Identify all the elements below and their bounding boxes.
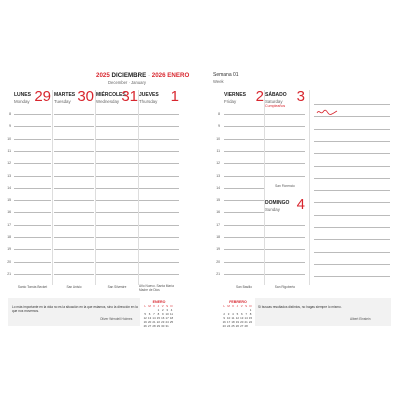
day-number: 31 <box>121 88 138 105</box>
time-line <box>54 274 94 275</box>
hour-label: 10 <box>216 136 220 141</box>
mini-calendar-day: 3 <box>227 312 230 316</box>
day-name: JUEVES <box>139 92 159 98</box>
mini-calendar-dow: L <box>223 304 225 308</box>
mini-calendar-day: 29 <box>156 324 160 328</box>
day-number: 29 <box>34 88 51 105</box>
saint-of-day: Año Nuevo. Santa María Madre de Dios <box>139 284 174 292</box>
mini-calendar-day: 8 <box>157 312 160 316</box>
hour-label: 18 <box>7 235 11 239</box>
mini-calendar-day: 12 <box>143 316 147 320</box>
mini-calendar-day: 13 <box>240 316 244 320</box>
time-line <box>14 249 51 250</box>
time-line <box>224 126 264 127</box>
hour-label: 11 <box>7 148 11 153</box>
hour-label: 12 <box>216 161 220 166</box>
saint-of-day: San Basilio <box>236 285 252 289</box>
hour-label: 18 <box>216 235 220 239</box>
saint-of-day: San Rigoberto <box>274 285 296 289</box>
time-line <box>54 262 94 263</box>
time-line <box>265 163 305 164</box>
time-line <box>139 200 179 201</box>
notes-line <box>314 153 390 154</box>
hour-label: 19 <box>216 247 220 252</box>
time-line <box>14 188 51 189</box>
day-name-english: Saturday <box>265 98 283 104</box>
day-name: LUNES <box>14 92 31 98</box>
time-line <box>224 262 264 263</box>
mini-calendar-dow: D <box>249 304 252 308</box>
time-line <box>96 212 138 213</box>
quote-left: Lo más importante en la vida no es la situación en la que estamos, sino la dirección en la que nos movemos. <box>12 305 138 314</box>
mini-calendar-dow: V <box>240 304 243 308</box>
time-line <box>224 151 264 152</box>
day-name-english: Sunday <box>265 206 280 212</box>
mini-calendar-day: 18 <box>231 320 235 324</box>
time-line <box>139 163 179 164</box>
mini-calendar-day: 13 <box>147 316 152 320</box>
hour-label: 20 <box>216 259 220 264</box>
saint-of-day: Santo Tomás Becket <box>17 285 48 289</box>
time-line <box>139 126 179 127</box>
time-line <box>14 126 51 127</box>
time-line <box>54 114 94 115</box>
day-number: 3 <box>296 88 305 105</box>
hour-label: 12 <box>7 161 11 166</box>
column-divider <box>138 90 139 285</box>
notes-line <box>314 141 390 142</box>
time-line <box>96 200 138 201</box>
time-line <box>96 114 138 115</box>
time-line <box>139 114 179 115</box>
mini-calendar-day: 5 <box>144 312 146 316</box>
mini-calendar-day: 15 <box>156 316 160 320</box>
mini-calendar-dow: X <box>232 304 234 308</box>
column-divider <box>309 90 310 285</box>
day-header <box>265 196 305 216</box>
time-line <box>54 188 94 189</box>
notes-line <box>314 104 390 105</box>
notes-line <box>314 252 390 253</box>
mini-calendar-day: 16 <box>161 316 165 320</box>
time-line <box>224 139 264 140</box>
hour-label: 16 <box>216 210 220 215</box>
notes-line <box>314 190 390 191</box>
saint-of-day: San Anisio <box>66 285 82 289</box>
mini-calendar-day: 8 <box>249 312 252 316</box>
hour-label: 15 <box>216 198 220 203</box>
mini-calendar-day: 23 <box>161 320 165 324</box>
month-right: ENERO <box>167 72 190 79</box>
day-name-english: Friday <box>224 98 237 104</box>
day-name: MIÉRCOLES <box>96 92 126 98</box>
time-line <box>265 262 305 263</box>
time-line <box>139 262 179 263</box>
hour-label: 10 <box>7 136 11 141</box>
mini-calendar-week <box>222 324 254 328</box>
notes-line <box>314 215 390 216</box>
time-line <box>224 249 264 250</box>
time-line <box>54 212 94 213</box>
day-name: SÁBADO <box>265 92 287 98</box>
mini-calendar-day: 9 <box>161 312 164 316</box>
mini-calendar-day: 15 <box>248 316 253 320</box>
time-line <box>96 274 138 275</box>
mini-calendar-day: 17 <box>226 320 231 324</box>
time-line <box>265 176 305 177</box>
time-line <box>96 262 138 263</box>
time-line <box>96 188 138 189</box>
time-line <box>224 237 264 238</box>
time-line <box>139 237 179 238</box>
hour-label: 15 <box>7 198 11 203</box>
saint-of-day: San Florencio <box>275 184 295 188</box>
quote-right: Si buscas resultados distintos, no hagas siempre lo mismo. <box>258 305 342 309</box>
time-line <box>139 249 179 250</box>
time-line <box>96 151 138 152</box>
mini-calendar-day: 11 <box>231 316 235 320</box>
time-line <box>54 151 94 152</box>
week-sublabel: Week <box>213 79 224 84</box>
notes-line <box>314 166 390 167</box>
mini-calendar-day <box>169 324 173 328</box>
mini-calendar-day: 4 <box>170 308 173 312</box>
mini-calendar-title: ENERO <box>152 300 166 304</box>
mini-calendar-day: 31 <box>165 324 169 328</box>
mini-calendar-dow: D <box>170 304 173 308</box>
time-line <box>139 274 179 275</box>
day-name-english: Thursday <box>139 98 158 104</box>
time-line <box>96 249 138 250</box>
day-name-english: Monday <box>14 98 30 104</box>
hour-label: 8 <box>218 112 220 116</box>
hour-label: 17 <box>7 222 11 227</box>
time-line <box>224 274 264 275</box>
mini-calendar-day: 14 <box>152 316 156 320</box>
time-line <box>96 163 138 164</box>
time-line <box>14 212 51 213</box>
day-header <box>96 88 138 108</box>
signature-icon <box>316 108 338 116</box>
time-line <box>265 225 305 226</box>
hour-label: 17 <box>216 222 220 227</box>
hour-label: 8 <box>9 112 11 116</box>
mini-calendar-day: 25 <box>169 320 174 324</box>
time-line <box>224 225 264 226</box>
time-line <box>265 274 305 275</box>
mini-calendar-day: 24 <box>226 324 231 328</box>
month-subtitle: December · January <box>108 80 146 85</box>
mini-calendar-day: 14 <box>244 316 248 320</box>
time-line <box>14 274 51 275</box>
mini-calendar-day: 19 <box>235 320 239 324</box>
notes-line <box>314 129 390 130</box>
mini-calendar-day: 19 <box>143 320 147 324</box>
time-line <box>139 151 179 152</box>
day-name: DOMINGO <box>265 200 290 206</box>
mini-calendar-day: 20 <box>240 320 244 324</box>
time-line <box>139 225 179 226</box>
hour-label: 14 <box>7 185 11 190</box>
hour-label: 20 <box>7 259 11 264</box>
mini-calendar-day: 10 <box>165 312 169 316</box>
time-line <box>139 139 179 140</box>
column-divider <box>264 90 265 285</box>
mini-calendar-day: 16 <box>222 320 226 324</box>
time-line <box>54 249 94 250</box>
mini-calendar-day: 28 <box>152 324 156 328</box>
day-header <box>224 88 264 108</box>
time-line <box>224 176 264 177</box>
day-header <box>139 88 179 108</box>
month-title: 2025 DICIEMBRE · 2026 ENERO <box>96 72 190 79</box>
column-divider <box>95 90 96 285</box>
hour-label: 9 <box>9 124 11 129</box>
time-line <box>14 200 51 201</box>
notes-line <box>314 116 390 117</box>
mini-calendar-day: 6 <box>148 312 151 316</box>
time-line <box>139 176 179 177</box>
hour-label: 13 <box>7 173 11 178</box>
notes-line <box>314 178 390 179</box>
time-line <box>224 114 264 115</box>
mini-calendar-day: 24 <box>165 320 169 324</box>
mini-calendar-day: 22 <box>156 320 160 324</box>
time-line <box>54 225 94 226</box>
mini-calendar-dow: X <box>153 304 155 308</box>
mini-calendar-day: 17 <box>165 316 169 320</box>
mini-calendar-day: 26 <box>235 324 239 328</box>
time-line <box>265 139 305 140</box>
holiday-label: Cumpleaños <box>265 104 286 108</box>
day-header <box>54 88 94 108</box>
day-name-english: Tuesday <box>54 98 71 104</box>
mini-calendar-day: 18 <box>169 316 174 320</box>
mini-calendar-day: 2 <box>223 312 225 316</box>
time-line <box>224 188 264 189</box>
time-line <box>54 176 94 177</box>
month-left: DICIEMBRE <box>111 72 147 79</box>
time-line <box>224 200 264 201</box>
mini-calendar-week <box>143 324 175 328</box>
notes-line <box>314 227 390 228</box>
time-line <box>54 126 94 127</box>
mini-calendar-day: 4 <box>232 312 234 316</box>
hour-label: 21 <box>7 271 11 276</box>
day-name-english: Wednesday <box>96 98 120 104</box>
time-line <box>96 139 138 140</box>
mini-calendar-day: 27 <box>147 324 152 328</box>
mini-calendar-day: 7 <box>245 312 247 316</box>
hour-label: 14 <box>216 185 220 190</box>
mini-calendar-day: 9 <box>223 316 225 320</box>
quote-left-author: Oliver Wendell Holmes <box>100 317 133 321</box>
mini-calendar-dow: J <box>236 304 239 308</box>
time-line <box>265 126 305 127</box>
quote-right-author: Albert Einstein <box>350 317 371 321</box>
mini-calendar-dow: S <box>166 304 169 308</box>
notes-line <box>314 239 390 240</box>
notes-line <box>314 276 390 277</box>
time-line <box>265 114 305 115</box>
day-name: VIERNES <box>224 92 246 98</box>
year-right: 2026 <box>151 72 166 79</box>
mini-calendar-day: 28 <box>244 324 248 328</box>
day-number: 2 <box>255 88 264 105</box>
time-line <box>14 151 51 152</box>
notes-line <box>314 264 390 265</box>
time-line <box>14 114 51 115</box>
time-line <box>139 212 179 213</box>
day-number: 4 <box>296 196 305 213</box>
mini-calendar-day: 12 <box>235 316 239 320</box>
quote-box-right <box>255 298 391 326</box>
mini-calendar-day: 26 <box>143 324 147 328</box>
hour-label: 11 <box>216 148 220 153</box>
time-line <box>265 237 305 238</box>
time-line <box>54 139 94 140</box>
mini-calendar-dow: V <box>161 304 164 308</box>
hour-label: 16 <box>7 210 11 215</box>
mini-calendar-day: 30 <box>161 324 165 328</box>
day-number: 1 <box>170 88 179 105</box>
hour-label: 13 <box>216 173 220 178</box>
week-label: Semana 01 <box>213 72 239 78</box>
time-line <box>224 163 264 164</box>
mini-calendar-dow: M <box>227 304 230 308</box>
time-line <box>96 237 138 238</box>
mini-calendar-day: 5 <box>236 312 239 316</box>
mini-calendar-dow: S <box>245 304 248 308</box>
time-line <box>96 126 138 127</box>
time-line <box>14 176 51 177</box>
mini-calendar-day: 1 <box>249 308 252 312</box>
day-name: MARTES <box>54 92 76 98</box>
year-left: 2025 <box>96 72 110 79</box>
time-line <box>54 237 94 238</box>
mini-calendar-day: 11 <box>170 312 174 316</box>
time-line <box>96 225 138 226</box>
saint-of-day: San Silvestre <box>107 285 127 289</box>
mini-calendar-dow: J <box>157 304 160 308</box>
mini-calendar-day: 7 <box>153 312 155 316</box>
time-line <box>14 139 51 140</box>
mini-calendar-february <box>222 300 254 328</box>
mini-calendar-day: 2 <box>161 308 164 312</box>
time-line <box>54 200 94 201</box>
mini-calendar-day: 21 <box>244 320 248 324</box>
mini-calendar-day: 1 <box>157 308 160 312</box>
mini-calendar-day: 20 <box>147 320 152 324</box>
mini-calendar-january <box>143 300 175 328</box>
mini-calendar-day: 23 <box>222 324 226 328</box>
time-line <box>139 188 179 189</box>
hour-label: 21 <box>216 271 220 276</box>
day-header <box>14 88 51 108</box>
column-divider <box>52 90 53 285</box>
hour-label: 19 <box>7 247 11 252</box>
mini-calendar-title: FEBRERO <box>229 300 247 304</box>
time-line <box>14 225 51 226</box>
time-line <box>265 151 305 152</box>
time-line <box>54 163 94 164</box>
notes-line <box>314 202 390 203</box>
mini-calendar-dow: M <box>148 304 151 308</box>
mini-calendar-day: 22 <box>248 320 253 324</box>
time-line <box>14 262 51 263</box>
mini-calendar-day <box>248 324 252 328</box>
time-line <box>224 212 264 213</box>
time-line <box>14 237 51 238</box>
mini-calendar-day: 21 <box>152 320 156 324</box>
mini-calendar-day: 3 <box>166 308 168 312</box>
time-line <box>96 176 138 177</box>
mini-calendar-day: 25 <box>231 324 235 328</box>
mini-calendar-day: 10 <box>226 316 231 320</box>
time-line <box>14 163 51 164</box>
day-header <box>265 88 305 108</box>
mini-calendar-dow: L <box>144 304 146 308</box>
hour-label: 9 <box>218 124 220 129</box>
mini-calendar-day: 6 <box>240 312 243 316</box>
day-number: 30 <box>77 88 94 105</box>
mini-calendar-day: 27 <box>240 324 244 328</box>
time-line <box>265 249 305 250</box>
